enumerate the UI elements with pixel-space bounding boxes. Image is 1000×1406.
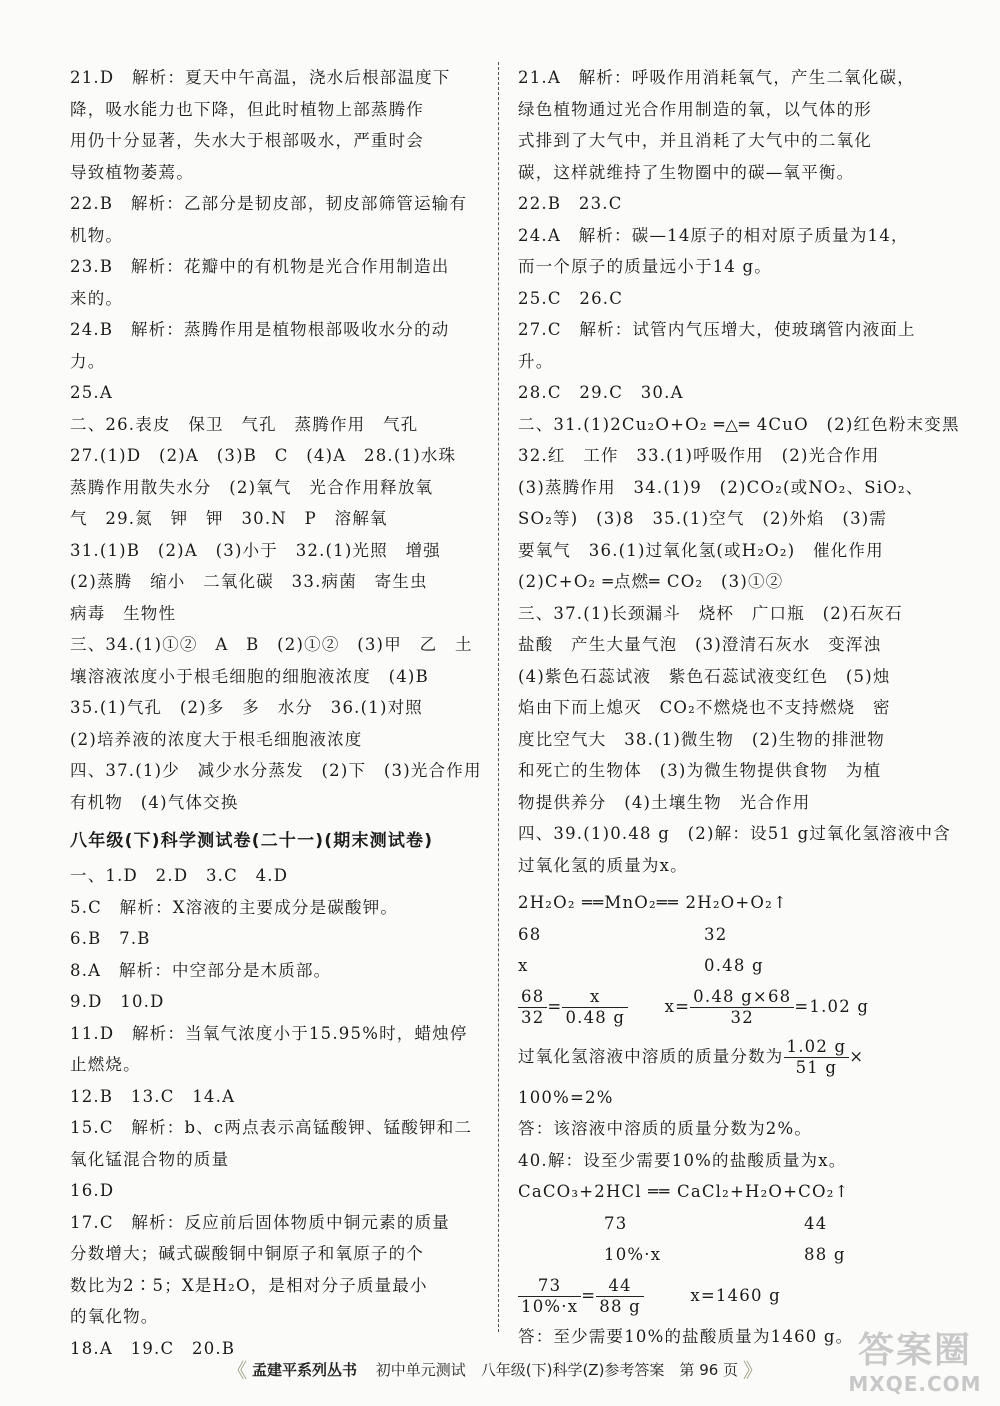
answer-line: 32.红 工作 33.(1)呼吸作用 (2)光合作用	[518, 446, 880, 465]
answer-line: 碳，这样就维持了生物圈中的碳—氧平衡。	[518, 162, 855, 182]
answer-line: 三、37.(1)长颈漏斗 烧杯 广口瓶 (2)石灰石	[518, 603, 903, 623]
answer-line: 病毒 生物性	[70, 603, 177, 623]
answer-line: (4)紫色石蕊试液 紫色石蕊试液变红色 (5)烛	[518, 666, 891, 686]
answer-line: (2)培养液的浓度大于根毛细胞液浓度	[70, 729, 363, 749]
answer-line: 式排到了大气中，并且消耗了大气中的二氧化	[518, 131, 872, 150]
answer-line: 物提供养分 (4)土壤生物 光合作用	[518, 792, 811, 812]
left-arrow-decoration-icon: 《	[227, 1358, 248, 1383]
answer-line: 力。	[70, 351, 106, 371]
answer-line: 12.B 13.C 14.A	[70, 1086, 236, 1106]
equation-2-ratio: 73 44	[604, 1213, 828, 1233]
calculation-2: $\frac{73}{10\%\cdot x}$ = $\frac{44}{88 g}$ x=1460 g	[518, 1271, 943, 1321]
answer-line: 6.B 7.B	[70, 929, 151, 948]
answer-line: 止燃烧。	[70, 1055, 141, 1074]
answer-line: 四、39.(1)0.48 g (2)解：设51 g过氧化氢溶液中含	[518, 824, 951, 843]
eq1-b: 32	[704, 924, 728, 944]
fraction-73: $\frac{73}{10\%\cdot x}$	[518, 1276, 581, 1317]
answer-line: 度比空气大 38.(1)微生物 (2)生物的排泄物	[518, 729, 885, 749]
equation-1: 2H₂O₂ ══MnO₂══ 2H₂O+O₂↑	[518, 893, 788, 912]
answer-line: 壤溶液浓度小于根毛细胞的细胞液浓度 (4)B	[70, 666, 429, 686]
answer-line: 氧化锰混合物的质量	[70, 1149, 230, 1169]
answer-line: (3)蒸腾作用 34.(1)9 (2)CO₂(或NO₂、SiO₂、	[518, 477, 924, 497]
fraction-x-048: $\frac{x}{0.48 g}$	[562, 987, 628, 1028]
book-info: 初中单元测试 八年级(下)科学(Z)参考答案 第 96 页	[375, 1361, 739, 1379]
answer-line: 17.C 解析：反应前后固体物质中铜元素的质量	[70, 1212, 450, 1232]
answer-line: 过氧化氢的质量为x。	[518, 855, 688, 875]
fraction-68-32: $\frac{68}{32}$	[518, 987, 547, 1028]
left-answer-lines-2	[70, 860, 485, 1364]
answer-line: 三、34.(1)①② A B (2)①② (3)甲 乙 土	[70, 635, 473, 654]
column-divider	[498, 62, 499, 1332]
answer-line: 24.B 解析：蒸腾作用是植物根部吸收水分的动	[70, 320, 450, 339]
answer-line: 盐酸 产生大量气泡 (3)澄清石灰水 变浑浊	[518, 635, 882, 654]
answer-line: 二、31.(1)2Cu₂O+O₂ ═△═ 4CuO (2)红色粉末变黑	[518, 414, 960, 434]
answer-line: 27.C 解析：试管内气压增大，使玻璃管内液面上	[518, 320, 916, 339]
answer-line: 25.A	[70, 383, 113, 402]
answer-line: (2)C+O₂ ═点燃═ CO₂ (3)①②	[518, 572, 784, 591]
right-arrow-decoration-icon: 》	[742, 1358, 763, 1383]
answer-line: 绿色植物通过光合作用制造的氧，以气体的形	[518, 99, 872, 119]
answer-line: 来的。	[70, 288, 124, 308]
answer-40: 答：至少需要10%的盐酸质量为1460 g。	[518, 1326, 854, 1346]
answer-line: 15.C 解析：b、c两点表示高锰酸钾、锰酸钾和二	[70, 1118, 473, 1137]
fraction-mass: $\frac{1.02 g}{51 g}$	[784, 1037, 850, 1078]
answer-line: 27.(1)D (2)A (3)B C (4)A 28.(1)水珠	[70, 446, 457, 465]
left-column	[70, 62, 485, 1364]
answer-line: 用仍十分显著，失水大于根部吸水，严重时会	[70, 131, 424, 150]
mass-fraction-result: 100%=2%	[518, 1087, 614, 1107]
answer-line: 要氧气 36.(1)过氧化氢(或H₂O₂) 催化作用	[518, 540, 884, 560]
right-column	[518, 62, 960, 1352]
answer-line: 9.D 10.D	[70, 992, 165, 1011]
answer-line: 21.D 解析：夏天中午高温，浇水后根部温度下	[70, 68, 451, 87]
eq1-a: 68	[518, 924, 542, 944]
section-title: 八年级(下)科学测试卷(二十一)(期末测试卷)	[70, 831, 434, 851]
answer-line: 23.B 解析：花瓣中的有机物是光合作用制造出	[70, 257, 450, 276]
answer-line: 11.D 解析：当氧气浓度小于15.95%时，蜡烛停	[70, 1023, 468, 1043]
answer-line: 二、26.表皮 保卫 气孔 蒸腾作用 气孔	[70, 414, 419, 434]
answer-line: 的氧化物。	[70, 1307, 159, 1326]
eq1-d: 0.48 g	[704, 956, 764, 975]
series-name: 孟建平系列丛书	[251, 1361, 357, 1379]
question-40: 40.解：设至少需要10%的盐酸质量为x。	[518, 1150, 847, 1170]
answer-line: 四、37.(1)少 减少水分蒸发 (2)下 (3)光合作用	[70, 761, 482, 780]
equation-1-ratio	[518, 919, 943, 951]
answer-line: 35.(1)气孔 (2)多 多 水分 36.(1)对照	[70, 698, 423, 717]
fraction-calc: $\frac{0.48 g\times 68}{32}$	[690, 987, 794, 1028]
answer-line: 数比为2∶5；X是H₂O，是相对分子质量最小	[70, 1275, 428, 1295]
answer-39: 答：该溶液中溶质的质量分数为2%。	[518, 1119, 813, 1138]
answer-line: 升。	[518, 351, 554, 371]
answer-line: 分数增大；碱式碳酸铜中铜原子和氧原子的个	[70, 1244, 424, 1263]
answer-line: 一、1.D 2.D 3.C 4.D	[70, 866, 289, 885]
watermark-logo: 答案圈 MXQE.COM	[848, 1330, 982, 1396]
answer-line: 24.A 解析：碳—14原子的相对原子质量为14，	[518, 225, 909, 245]
page-footer	[175, 1354, 815, 1386]
answer-line: 28.C 29.C 30.A	[518, 383, 684, 402]
answer-line: 5.C 解析：X溶液的主要成分是碳酸钾。	[70, 897, 399, 917]
answer-line: 蒸腾作用散失水分 (2)氧气 光合作用释放氧	[70, 477, 434, 497]
fraction-44: $\frac{44}{88 g}$	[596, 1276, 644, 1317]
answer-line: 降，吸水能力也下降，但此时植物上部蒸腾作	[70, 99, 424, 119]
answer-line: 有机物 (4)气体交换	[70, 792, 239, 812]
answer-line: 机物。	[70, 225, 124, 245]
answer-line: 25.C 26.C	[518, 288, 624, 308]
answer-line: 21.A 解析：呼吸作用消耗氧气，产生二氧化碳，	[518, 68, 915, 87]
equation-2-values: 10%·x 88 g	[604, 1245, 846, 1264]
answer-line: 22.B 解析：乙部分是韧皮部，韧皮部筛管运输有	[70, 194, 468, 213]
answer-line: 8.A 解析：中空部分是木质部。	[70, 960, 332, 980]
eq1-c: x	[518, 956, 529, 975]
equation-1-values	[518, 950, 943, 982]
answer-line: 16.D	[70, 1181, 115, 1200]
answer-line: 22.B 23.C	[518, 194, 623, 213]
answer-line: 气 29.氮 钾 钾 30.N P 溶解氧	[70, 509, 388, 528]
answer-line: SO₂等) (3)8 35.(1)空气 (2)外焰 (3)需	[518, 509, 888, 528]
answer-line: 焰由下而上熄灭 CO₂不燃烧也不支持燃烧 密	[518, 698, 891, 717]
calculation-1: $\frac{68}{32}$ = $\frac{x}{0.48 g}$ x= $\frac{0.48 g\times 68}{32}$ =1.02 g	[518, 982, 943, 1032]
answer-line: 和死亡的生物体 (3)为微生物提供食物 为植	[518, 761, 882, 780]
right-answer-lines	[518, 62, 960, 881]
answer-line: 而一个原子的质量远小于14 g。	[518, 257, 773, 276]
answer-line: (2)蒸腾 缩小 二氧化碳 33.病菌 寄生虫	[70, 572, 428, 591]
answer-line: 18.A 19.C 20.B	[70, 1338, 236, 1358]
answer-line: 31.(1)B (2)A (3)小于 32.(1)光照 增强	[70, 540, 442, 560]
equation-2: CaCO₃+2HCl ══ CaCl₂+H₂O+CO₂↑	[518, 1182, 850, 1201]
left-answer-lines	[70, 62, 485, 818]
answer-line: 导致植物萎蔫。	[70, 162, 194, 182]
mass-fraction-line: 过氧化氢溶液中溶质的质量分数为 $\frac{1.02 g}{51 g}$ ×	[518, 1036, 865, 1077]
